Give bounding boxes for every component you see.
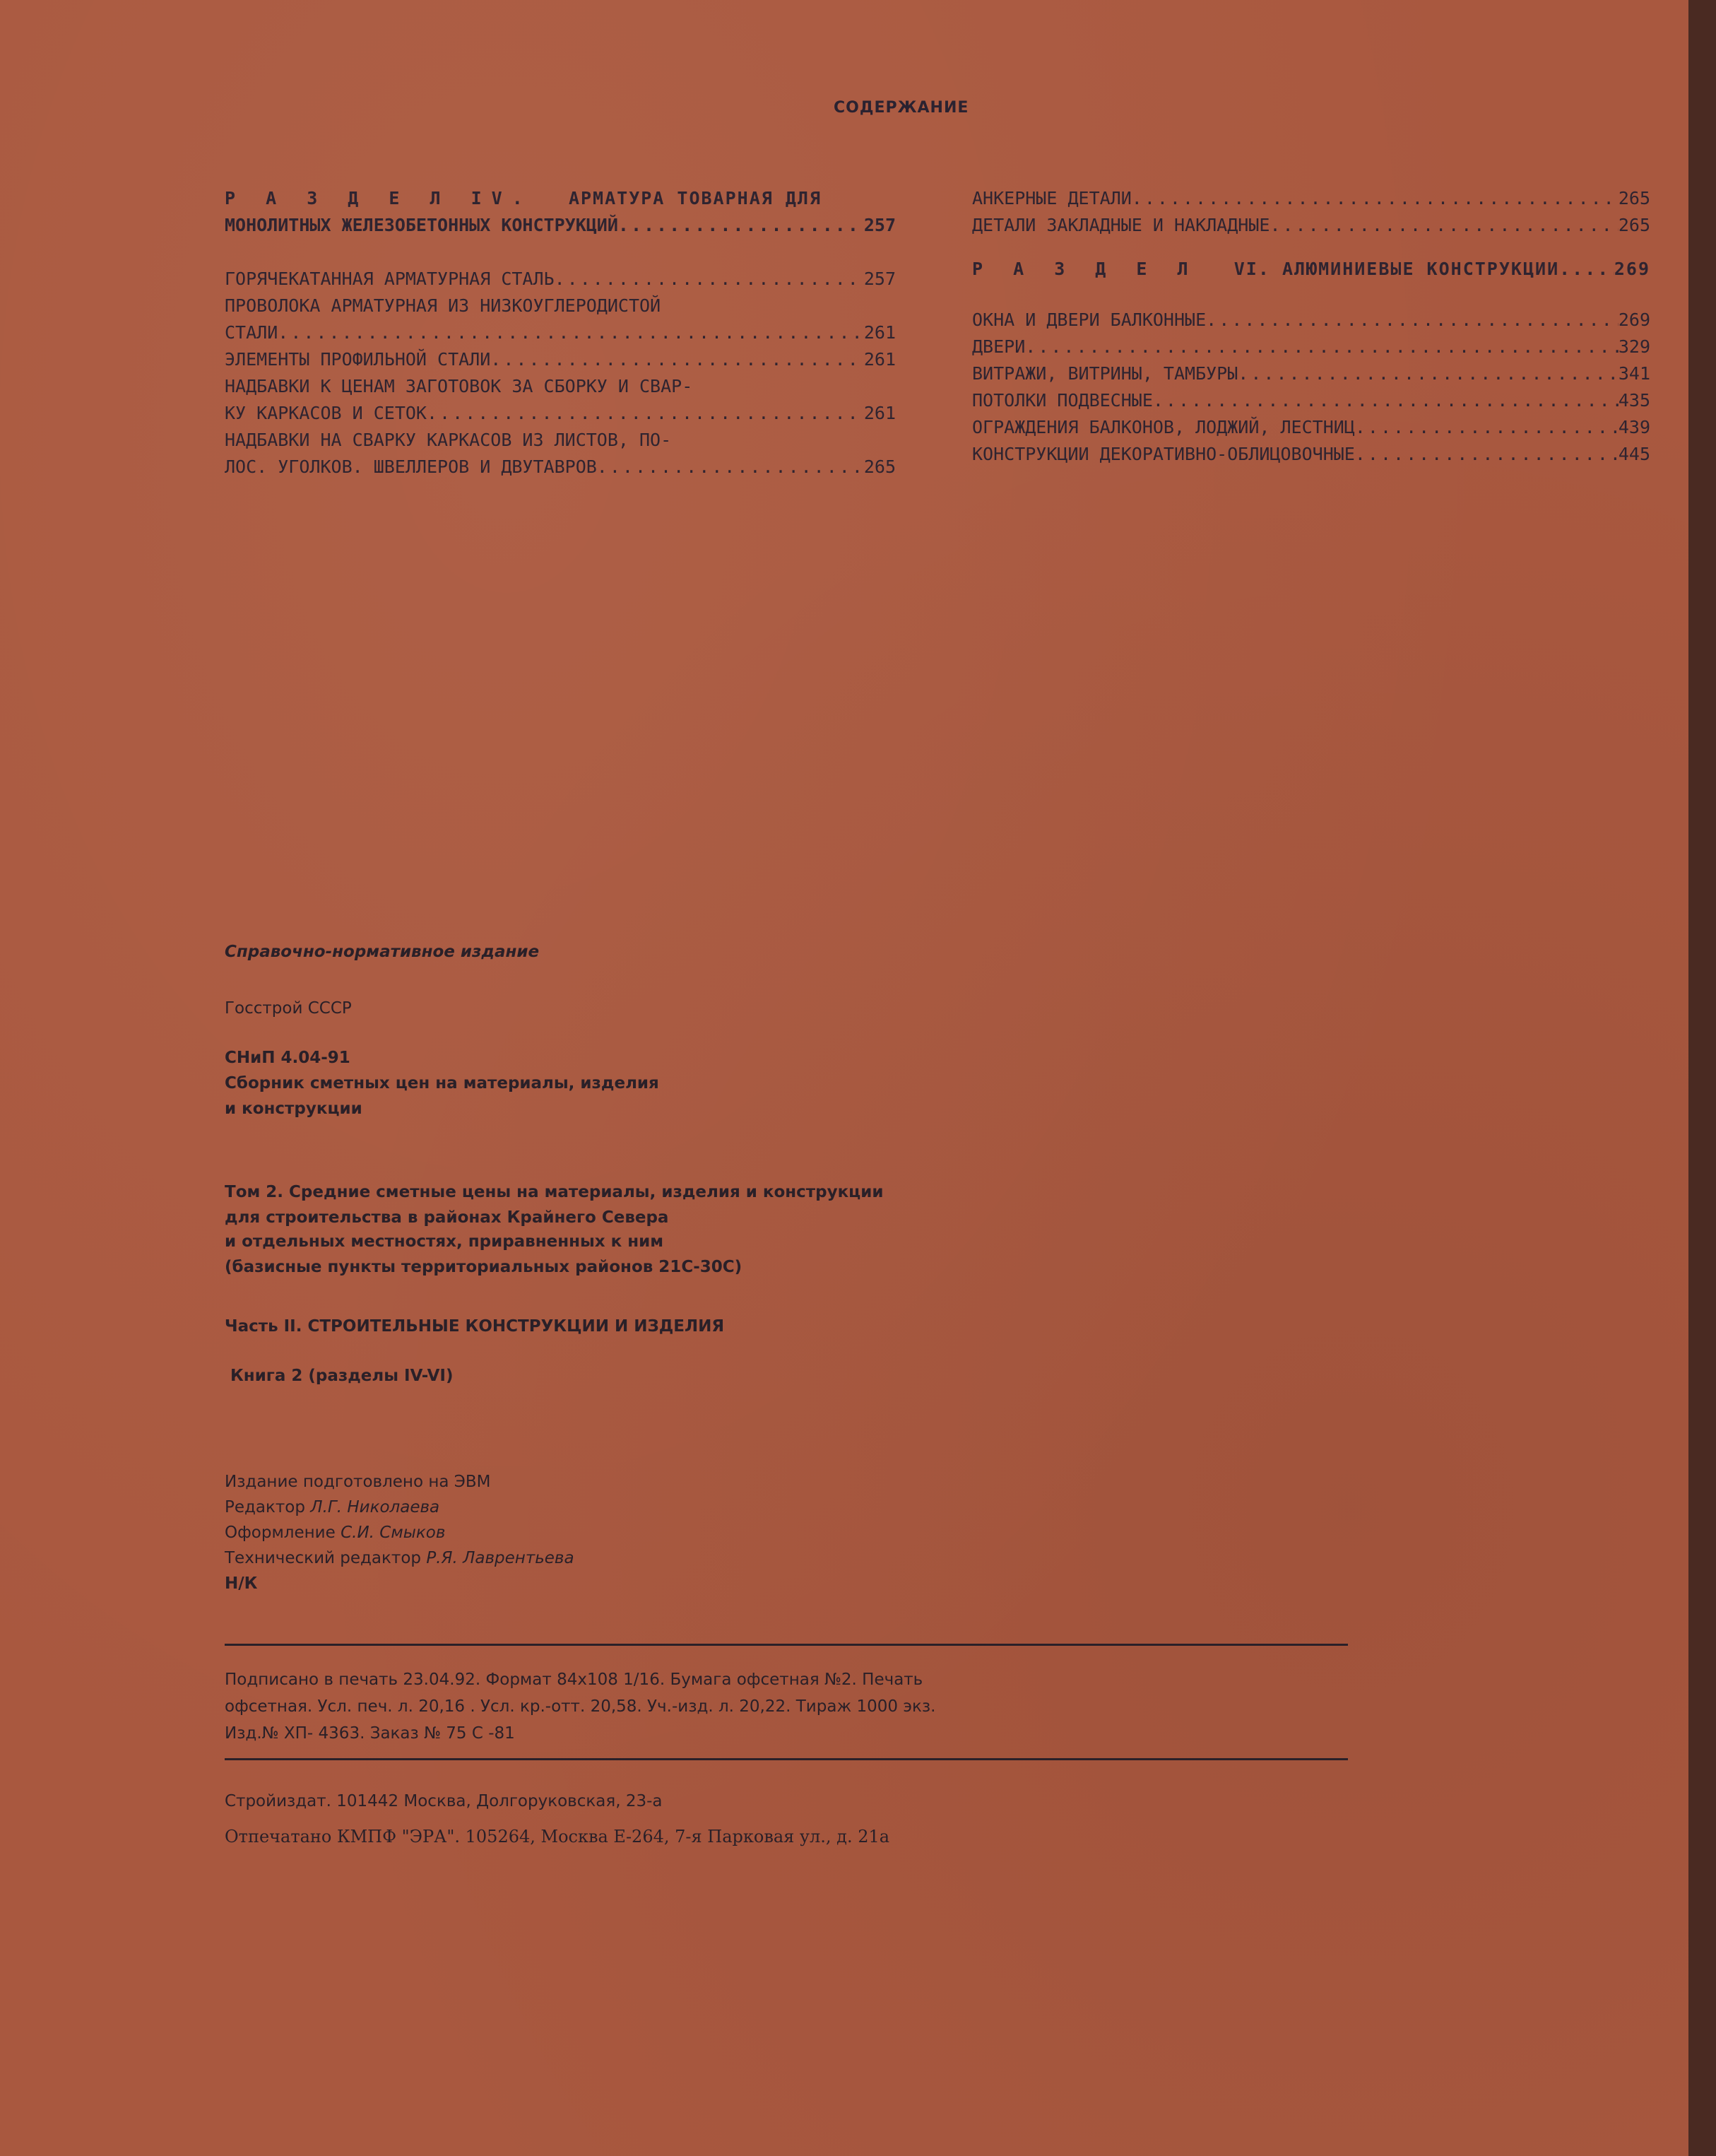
print-info-line3: Изд.№ ХП- 4363. Заказ № 75 С -81 [225, 1724, 515, 1743]
volume-line4: (базисные пункты территориальных районов 21С-30С) [225, 1258, 742, 1276]
tech-editor-credit: Технический редактор Р.Я. Лаврентьева [225, 1549, 574, 1567]
print-info-line1: Подписано в печать 23.04.92. Формат 84х108 1/16. Бумага офсетная №2. Печать [225, 1671, 923, 1689]
toc-entry: КОНСТРУКЦИИ ДЕКОРАТИВНО-ОБЛИЦОВОЧНЫЕ ..... 445 [972, 441, 1650, 468]
book-title: Книга 2 (разделы IV-VI) [230, 1367, 454, 1385]
section-iv-page: 257 [863, 215, 896, 235]
toc-entry-line: НАДБАВКИ К ЦЕНАМ ЗАГОТОВОК ЗА СБОРКУ И СВАР- [225, 376, 693, 396]
section-vi-page: 269 [1614, 259, 1650, 279]
toc-entry: ОКНА И ДВЕРИ БАЛКОННЫЕ ..... 269 [972, 307, 1650, 334]
volume-line3: и отдельных местностях, приравненных к ним [225, 1232, 664, 1251]
edition-type: Справочно-нормативное издание [225, 943, 540, 961]
section-iv-title-line1: АРМАТУРА ТОВАРНАЯ ДЛЯ [568, 188, 822, 208]
printer-address: Отпечатано КМПФ "ЭРА". 105264, Москва Е-264, 7-я Парковая ул., д. 21а [225, 1827, 890, 1846]
print-info-line2: офсетная. Усл. печ. л. 20,16 . Усл. кр.-отт. 20,58. Уч.-изд. л. 20,22. Тираж 1000 экз. [225, 1697, 936, 1716]
toc-entry: КУ КАРКАСОВ И СЕТОК ..... 261 [225, 400, 896, 427]
toc-entry: ДВЕРИ ..... 329 [972, 334, 1650, 360]
collection-title-line1: Сборник сметных цен на материалы, изделия [225, 1074, 659, 1092]
section-vi-title: VI. АЛЮМИНИЕВЫЕ КОНСТРУКЦИИ [1233, 259, 1560, 279]
contents-title: СОДЕРЖАНИЕ [834, 99, 969, 117]
prepared-note: Издание подготовлено на ЭВМ [225, 1473, 491, 1491]
volume-line1: Том 2. Средние сметные цены на материалы, изделия и конструкции [225, 1183, 884, 1201]
publisher-address: Стройиздат. 101442 Москва, Долгоруковская, 23-а [225, 1792, 663, 1810]
section-iv-label: Р А З Д Е Л IV. [225, 188, 533, 208]
contents-left-column [225, 185, 896, 481]
toc-entry: ОГРАЖДЕНИЯ БАЛКОНОВ, ЛОДЖИЙ, ЛЕСТНИЦ ..... 439 [972, 414, 1650, 441]
section-iv-heading [225, 185, 896, 212]
snip-code: СНиП 4.04-91 [225, 1049, 350, 1067]
page-edge [1688, 0, 1716, 2156]
design-credit: Оформление С.И. Смыков [225, 1524, 446, 1542]
collection-title-line2: и конструкции [225, 1100, 362, 1118]
section-iv-title-line2: МОНОЛИТНЫХ ЖЕЛЕЗОБЕТОННЫХ КОНСТРУКЦИЙ [225, 215, 618, 235]
toc-entry-line: ПРОВОЛОКА АРМАТУРНАЯ ИЗ НИЗКОУГЛЕРОДИСТОЙ [225, 295, 661, 316]
organization: Госстрой СССР [225, 999, 352, 1018]
toc-entry-line: НАДБАВКИ НА СВАРКУ КАРКАСОВ ИЗ ЛИСТОВ, ПО- [225, 430, 672, 450]
editor-credit: Редактор Л.Г. Николаева [225, 1498, 440, 1516]
toc-entry: ГОРЯЧЕКАТАННАЯ АРМАТУРНАЯ СТАЛЬ ..... 257 [225, 266, 896, 293]
divider-top [225, 1644, 1348, 1646]
toc-entry: ДЕТАЛИ ЗАКЛАДНЫЕ И НАКЛАДНЫЕ ..... 265 [972, 212, 1650, 239]
toc-entry: АНКЕРНЫЕ ДЕТАЛИ ..... 265 [972, 185, 1650, 212]
nk-mark: Н/К [225, 1574, 258, 1593]
volume-line2: для строительства в районах Крайнего Севера [225, 1208, 669, 1227]
toc-entry: ВИТРАЖИ, ВИТРИНЫ, ТАМБУРЫ ..... 341 [972, 360, 1650, 387]
toc-entry: СТАЛИ ..... 261 [225, 319, 896, 346]
toc-entry: ЛОС. УГОЛКОВ. ШВЕЛЛЕРОВ И ДВУТАВРОВ ..... 265 [225, 454, 896, 481]
section-vi-label: Р А З Д Е Л [972, 259, 1198, 279]
section-iv-entry [225, 212, 896, 239]
print-info [225, 1666, 1355, 1747]
toc-entry: ПОТОЛКИ ПОДВЕСНЫЕ ..... 435 [972, 387, 1650, 414]
contents-right-column [972, 185, 1650, 468]
part-title: Часть II. СТРОИТЕЛЬНЫЕ КОНСТРУКЦИИ И ИЗДЕЛИЯ [225, 1317, 725, 1336]
toc-entry: ЭЛЕМЕНТЫ ПРОФИЛЬНОЙ СТАЛИ ..... 261 [225, 346, 896, 373]
divider-bottom [225, 1758, 1348, 1760]
section-vi-entry [972, 256, 1650, 283]
